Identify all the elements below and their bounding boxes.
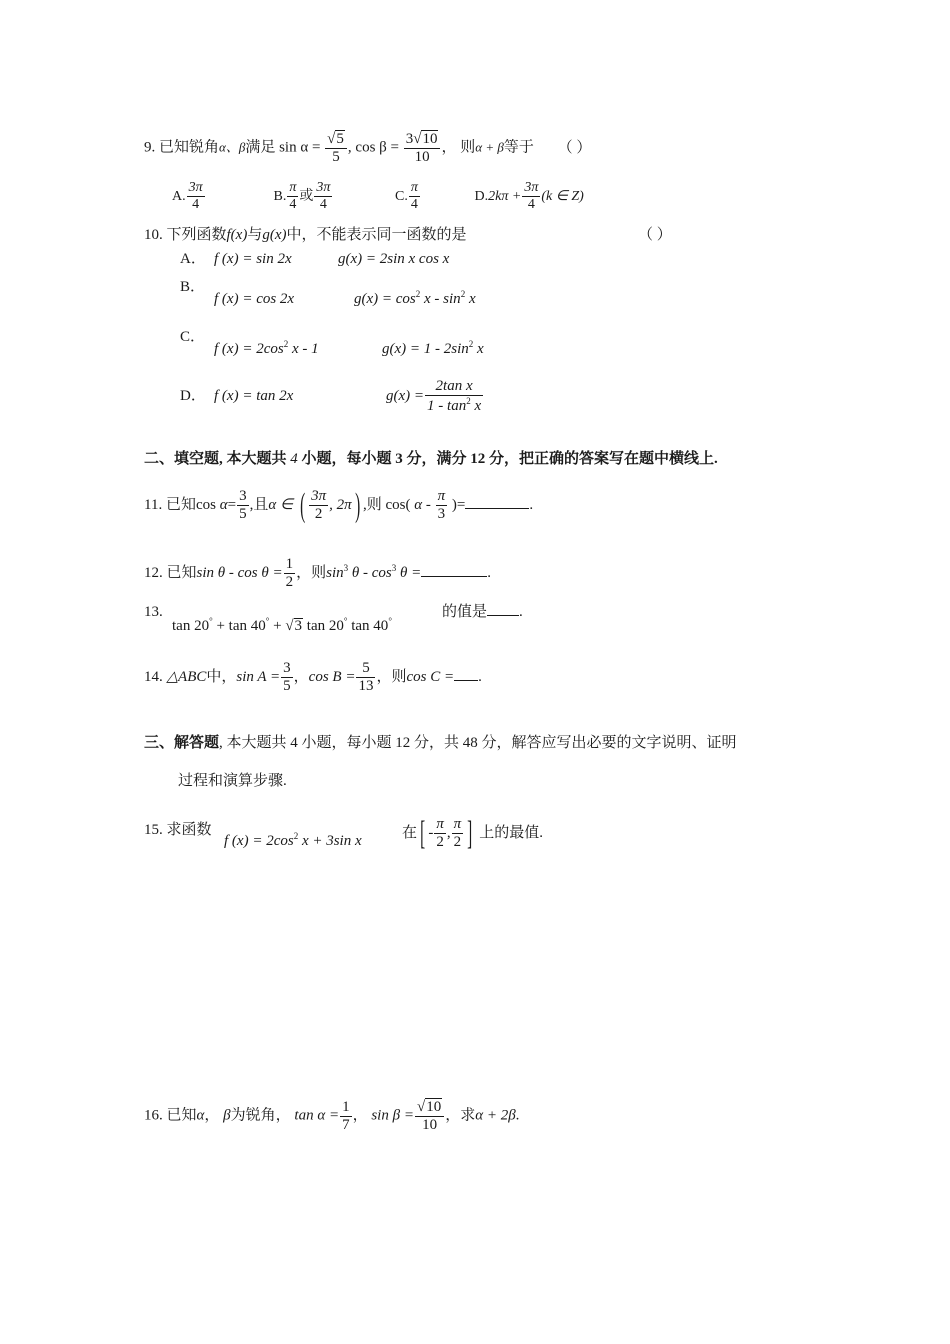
q14-sinA: sin A = [236,669,281,686]
q12-number: 12. [144,565,163,582]
q14-cosC: cos C = [406,669,455,686]
q9-optD-num: 3π [522,180,540,197]
q16-tan-num: 1 [340,1099,352,1117]
q16-end: . [515,1107,520,1124]
q15-text: 求函数 [166,822,212,838]
q10-C-f-sq: 2 [283,339,289,349]
q13-line: tan 20° + tan 40° + √3 tan 20° tan 40° [172,616,392,634]
q13-answer-blank [487,615,519,616]
q9-optC [395,180,471,213]
q15-zai: 在 [402,825,418,842]
q14-end: . [478,669,482,686]
q14-cosB: cos B = [308,669,356,686]
q12-then: ，则 [296,565,327,582]
q9-optA-den: 4 [192,197,200,213]
q9-sin-frac: $\frac{√5}{5}$ [325,130,347,167]
q10-A-label: A． [180,251,206,267]
q10-f: f(x) [226,227,248,243]
q9-options [172,180,584,213]
q12-num: 1 [284,556,296,574]
q10-C-label: C． [180,329,206,345]
q10-A [180,252,449,267]
sec2-count: 4 [290,451,298,467]
q10-D-g-sq: 2 [466,396,471,407]
q9-cos-lhs: , cos β = [347,139,399,156]
q11-num: 3 [237,488,249,506]
q12-end: . [487,565,492,582]
q13-deg1: ° [209,616,213,626]
q9-optC-label: C. [395,188,408,204]
q14-sinA-den: 5 [283,678,291,695]
q11-qie: ,且 [249,497,269,514]
q13-expr-d: tan 20 [306,618,344,634]
q11-eq: = [227,497,237,514]
q16-sin: sin β = [371,1107,414,1124]
q10-g: g(x) [262,227,287,243]
q16-rui: 为锐角， [230,1107,291,1124]
sec2-heading: 二、填空题, 本大题共 [144,451,287,467]
q16-ask: α + 2β [475,1107,516,1124]
q15-two1: 2 [436,834,444,851]
q11-end: . [529,497,534,514]
q10-A-f: f (x) = sin 2x [214,251,292,267]
q10-B-g-sq2: 2 [460,289,466,299]
q13-expr-a: tan 20 [172,618,210,634]
q10-text-and: 与 [247,227,263,243]
q11-int-end: , 2π [329,497,352,514]
sec3-line2: 过程和演算步骤. [178,773,287,789]
sec2-rest: 小题，每小题 3 分，满分 12 分，把正确的答案写在题中横线上. [301,451,718,467]
q10-B-g-sq1: 2 [415,289,421,299]
q14-cosB-den: 13 [358,678,374,695]
q9-optA-label: A. [172,188,186,204]
q16-qiu: ，求 [445,1107,476,1124]
q11-text: 已知 [165,497,196,514]
q10-number: 10. [144,227,163,243]
q10-paren: （ ） [638,227,672,243]
q16-number: 16. [144,1107,163,1124]
q9-optD-pre: 2kπ + [488,188,522,204]
q13-number: 13. [144,604,163,620]
q11-line: 11. 已知cos α= $\frac{3}{5}$ ,且α ∈ ( $\frac{3\pi}{2}$ , 2π) ,则 cos( α - $\frac{\pi}{3}$ )= . [144,486,534,524]
q13-deg4: ° [388,616,392,626]
q14-comma: ， [293,669,309,686]
q10-D-g-frac [425,378,483,416]
q11-minus: α - [414,497,431,514]
q9-optB-label: B. [273,188,287,204]
q13-expr-b: + tan 40 [212,618,266,634]
q14-then: ，则 [376,669,407,686]
q16-comma: ， [204,1107,220,1124]
q12-ask-mid: θ - cos [348,565,392,582]
q15-pi2: π [452,816,464,834]
q10-D-label: D． [180,388,206,405]
q9-line [144,130,591,167]
sec3-rest: , 本大题共 4 小题，每小题 12 分，共 48 分，解答应写出必要的文字说明、证明 [219,735,737,751]
q15-expr-post: x + 3sin x [298,833,362,849]
q15-number: 15. [144,822,163,838]
q9-optD-label: D. [474,188,489,204]
q9-optB-num1: π [287,180,298,197]
q11-then: ,则 cos( [362,497,411,514]
q10-line [144,228,467,243]
q9-optB-den1: 4 [289,197,297,213]
q10-D-g-den-pre: 1 - tan [427,398,467,415]
q11-alpha: α [219,497,228,514]
q16-comma2: ， [352,1107,368,1124]
q16-alpha: α [196,1107,205,1124]
q15-rest: 上的最值. [479,825,543,842]
q10-D [180,378,484,416]
q11-int-den: 2 [314,506,323,523]
q9-cos-frac: $\frac{3√10}{10}$ [404,130,441,167]
q9-optD [475,180,584,213]
q10-D-f: f (x) = tan 2x [214,388,294,405]
q14-number: 14. [144,669,163,686]
q10-C-g-pre: g(x) = 1 - 2sin [382,341,469,357]
q15-minus: - [428,825,434,842]
q11-pi-num: π [436,488,448,506]
q9-optA-num: 3π [187,180,205,197]
q9-optD-den: 4 [527,197,535,213]
q12-den: 2 [285,574,294,591]
q15-expr [224,832,362,849]
q12-ask-pre: sin [326,565,344,582]
q9-cos-den: 10 [414,149,430,166]
q15-two2: 2 [453,834,462,851]
q9-vars: α、β [219,139,246,155]
q13-sqrt: 3 [294,618,303,634]
q16-sin-den: 10 [422,1117,438,1134]
q9-expr: α + β [475,139,504,155]
q13-deg2: ° [265,616,270,626]
q12-line [144,556,491,592]
q9-optA [172,180,270,213]
q10-text-post: 中，不能表示同一函数的是 [286,227,467,243]
q13-deg3: ° [343,616,348,626]
q9-cos-rad: 10 [422,131,438,147]
q12-ask-post: θ = [396,565,422,582]
q16-tan-den: 7 [342,1116,350,1133]
q11-int-num: 3π [309,488,328,506]
q9-optB-num2: 3π [314,180,332,197]
q15-number-text [144,823,212,838]
q14-triangle: △ABC [166,669,207,686]
q15-comma: , [446,825,451,842]
q12-cube2: 3 [391,563,397,574]
q10-C [214,340,484,357]
q14-zhong: 中， [206,669,237,686]
q15-pi1: π [434,816,446,834]
q10-B-label: B． [180,279,206,295]
q15-expr-pre: f (x) = 2cos [224,833,294,849]
q16-text: 已知 [166,1107,197,1124]
q13-ask-line [442,605,523,620]
q10-B-g-pre: g(x) = cos [354,291,416,307]
q9-mid: 满足 [245,139,276,156]
q14-line [144,660,482,696]
q9-optB-den2: 4 [319,197,327,213]
q10-C-g-sq: 2 [468,339,474,349]
q9-optB-or: 或 [299,188,314,204]
q10-text-pre: 下列函数 [166,227,227,243]
q9-optC-den: 4 [410,197,418,213]
section-2-heading [144,452,718,467]
q16-tan: tan α = [294,1107,340,1124]
q9-text: 已知锐角 [159,139,220,156]
q9-after: ， 则 [441,139,476,156]
q9-sin-den: 5 [332,149,340,166]
q9-number: 9. [144,139,156,156]
q11-in: α ∈ [268,497,294,514]
q9-sin-lhs: sin α = [279,139,321,156]
q10-A-g: g(x) = 2sin x cos x [338,251,450,267]
q10-C-f-post: x - 1 [288,341,319,357]
q14-answer-blank [454,680,478,681]
q10-B-g-mid: x - sin [420,291,461,307]
q15-interval: 在[ - $\frac{\pi}{2}$ , $\frac{\pi}{2}$ ] 上的最值. [402,814,543,852]
q9-ask: 等于 [503,139,534,156]
q12-cube1: 3 [343,563,349,574]
q10-B [214,290,476,307]
q10-B-f: f (x) = cos 2x [214,291,295,307]
q14-cosB-num: 5 [356,660,375,678]
q14-sinA-num: 3 [281,660,293,678]
q16-line: 16. 已知α， β为锐角， tan α = $\frac{1}{7}$ ， sin β = $\frac{√10}{10}$ ，求α + 2β. [144,1098,520,1134]
section-3-heading [144,736,737,751]
q12-answer-blank [421,576,487,577]
q11-close: )= [451,497,466,514]
q10-D-g-lhs: g(x) = [386,388,425,405]
q9-paren: （ ） [557,139,592,156]
q13-ask: 的值是 [442,604,488,620]
q12-text: 已知 [166,565,197,582]
q10-C-f [214,340,382,357]
q13-expr-e: tan 40 [347,618,389,634]
q13-expr-c: + [269,618,286,634]
q13-end: . [519,604,523,620]
q15-sq: 2 [293,831,299,841]
q9-optB [274,180,392,213]
q10-D-g-num: 2tan x [425,378,483,396]
q9-optD-post: (k ∈ Z) [541,188,584,204]
q12-expr: sin θ - cos θ = [196,565,283,582]
q16-beta: β [223,1107,231,1124]
q10-C-f-pre: f (x) = 2cos [214,341,284,357]
q11-pi-den: 3 [437,506,446,523]
q11-cos: cos [195,497,216,514]
q10-D-g-den-post: x [470,398,482,415]
q9-optC-num: π [409,180,420,197]
q11-den: 5 [239,506,247,523]
q11-number: 11. [144,497,163,514]
q10-B-g-post: x [465,291,476,307]
q11-answer-blank [465,508,529,509]
q10-C-g-post: x [473,341,484,357]
q9-sin-num: 5 [336,131,344,147]
q16-sin-rad: 10 [426,1099,442,1115]
sec3-heading: 三、解答题 [144,735,220,751]
q9-cos-coef: 3 [405,131,414,147]
